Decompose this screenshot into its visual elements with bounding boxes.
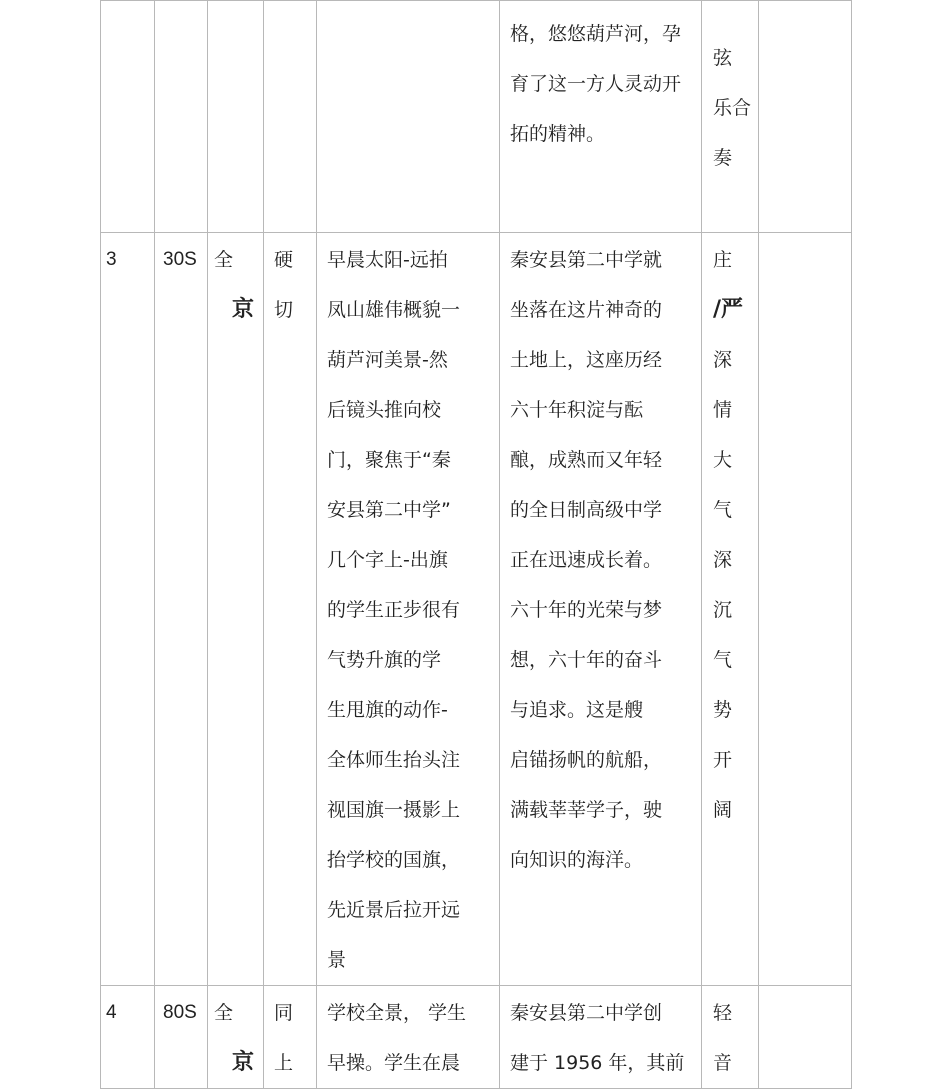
note-cell	[759, 986, 852, 1089]
narration-cell-line: 建于 1956 年，其前	[510, 1052, 685, 1074]
visual-description-cell-line: 抬学校的国旗，	[327, 849, 461, 871]
visual-description-cell-line: 早晨太阳-远拍	[327, 249, 448, 271]
narration-cell-line: 格，悠悠葫芦河，孕	[510, 23, 682, 45]
visual-description-cell-line: 后镜头推向校	[327, 399, 442, 421]
narration-cell-line: 启锚扬帆的航船，	[510, 749, 663, 771]
narration-cell-line: 想，六十年的奋斗	[510, 649, 663, 671]
music-cell-line: 奏	[713, 147, 733, 169]
narration-cell-line: 正在迅速成长着。	[510, 549, 663, 571]
music-cell	[702, 1, 759, 233]
narration-cell-line: 拓的精神。	[510, 123, 606, 145]
visual-description-cell	[317, 1, 500, 233]
table-row	[101, 986, 852, 1089]
music-cell-line: 势	[713, 699, 733, 721]
music-cell-line: 乐合	[713, 97, 752, 119]
narration-cell-line: 秦安县第二中学创	[510, 1002, 663, 1024]
transition-cell	[264, 1, 317, 233]
transition-cell-line: 同	[274, 1002, 294, 1024]
visual-description-cell	[317, 986, 500, 1089]
narration-cell-line: 满载莘莘学子，驶	[510, 799, 663, 821]
visual-description-cell-line: 早操。学生在晨	[327, 1052, 461, 1074]
visual-description-cell-line: 气势升旗的学	[327, 649, 442, 671]
table-row	[101, 233, 852, 986]
note-cell	[759, 1, 852, 233]
narration-cell-line: 向知识的海洋。	[510, 849, 644, 871]
narration-cell-line: 六十年积淀与酝	[510, 399, 644, 421]
visual-description-cell-line: 视国旗一摄影上	[327, 799, 461, 821]
duration-cell-text: 80S	[163, 1002, 197, 1023]
scene-number-cell-text: 4	[106, 1002, 117, 1023]
narration-cell-line: 育了这一方人灵动开	[510, 73, 682, 95]
music-cell-line: 大	[713, 449, 733, 471]
narration-cell-line: 酿，成熟而又年轻	[510, 449, 663, 471]
duration-cell	[155, 986, 208, 1089]
music-cell-line: 深	[713, 549, 733, 571]
shot-type-cell-line: 全	[214, 1002, 234, 1024]
visual-description-cell-line: 学校全景， 学生	[327, 1002, 467, 1024]
duration-cell	[155, 233, 208, 986]
narration-cell-line: 的全日制高级中学	[510, 499, 663, 521]
scene-number-cell	[101, 233, 155, 986]
music-cell	[702, 233, 759, 986]
scene-number-cell-text: 3	[106, 249, 117, 270]
music-cell-line: 气	[713, 649, 733, 671]
music-cell-line: 深	[713, 349, 733, 371]
music-cell-line: 气	[713, 499, 733, 521]
visual-description-cell-line: 几个字上-出旗	[327, 549, 448, 571]
scene-number-cell	[101, 986, 155, 1089]
transition-cell	[264, 233, 317, 986]
shot-type-cell	[208, 986, 264, 1089]
scene-number-cell	[101, 1, 155, 233]
visual-description-cell-line: 全体师生抬头注	[327, 749, 461, 771]
music-cell-line: 开	[713, 749, 733, 771]
transition-cell-line: 切	[274, 299, 294, 321]
visual-description-cell	[317, 233, 500, 986]
music-cell	[702, 986, 759, 1089]
shot-type-cell-line: 京	[232, 1050, 255, 1075]
music-cell-line: 轻	[713, 1002, 733, 1024]
transition-cell-line: 硬	[274, 249, 294, 271]
narration-cell-line: 六十年的光荣与梦	[510, 599, 663, 621]
transition-cell-line: 上	[274, 1052, 294, 1074]
music-cell-line: 阔	[713, 799, 733, 821]
music-cell-line: 沉	[713, 599, 733, 621]
visual-description-cell-line: 的学生正步很有	[327, 599, 461, 621]
music-cell-line: 音	[713, 1052, 733, 1074]
music-cell-line: 情	[713, 399, 733, 421]
narration-cell	[500, 233, 702, 986]
visual-description-cell-line: 景	[327, 949, 347, 971]
script-table	[100, 0, 852, 1089]
music-cell-line: 弦	[713, 47, 733, 69]
narration-cell	[500, 986, 702, 1089]
visual-description-cell-line: 葫芦河美景-然	[327, 349, 448, 371]
visual-description-cell-line: 门，聚焦于“秦	[327, 449, 451, 471]
visual-description-cell-line: 生甩旗的动作-	[327, 699, 448, 721]
visual-description-cell-line: 凤山雄伟概貌一	[327, 299, 461, 321]
shot-type-cell	[208, 233, 264, 986]
visual-description-cell-line: 安县第二中学”	[327, 499, 451, 521]
music-cell-line: 庄	[713, 249, 733, 271]
narration-cell	[500, 1, 702, 233]
narration-cell-line: 坐落在这片神奇的	[510, 299, 663, 321]
note-cell	[759, 233, 852, 986]
narration-cell-line: 土地上，这座历经	[510, 349, 663, 371]
duration-cell-text: 30S	[163, 249, 197, 270]
shot-type-cell-line: 京	[232, 297, 255, 322]
transition-cell	[264, 986, 317, 1089]
narration-cell-line: 与追求。这是艘	[510, 699, 644, 721]
visual-description-cell-line: 先近景后拉开远	[327, 899, 461, 921]
music-cell-line: /严	[713, 297, 744, 322]
shot-type-cell-line: 全	[214, 249, 234, 271]
narration-cell-line: 秦安县第二中学就	[510, 249, 663, 271]
table-row	[101, 1, 852, 233]
duration-cell	[155, 1, 208, 233]
shot-type-cell	[208, 1, 264, 233]
